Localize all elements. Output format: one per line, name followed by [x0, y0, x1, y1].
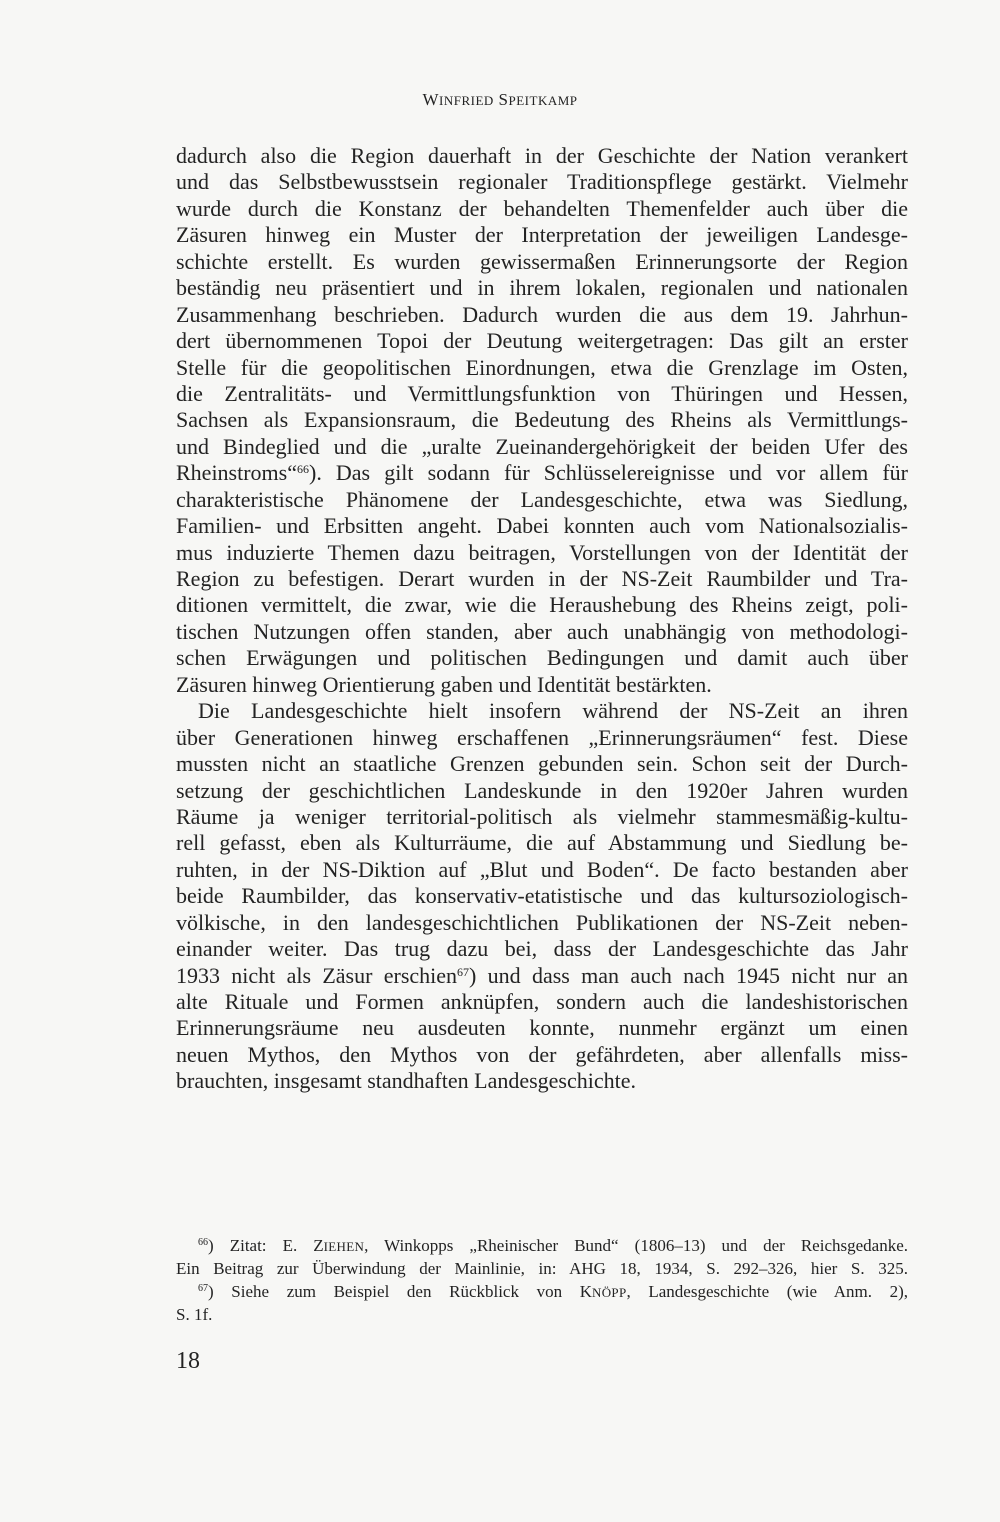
text-line: dadurch also die Region dauerhaft in der Geschichte der Nation verankert: [176, 143, 908, 168]
footnote-mark-67: 67: [198, 1283, 208, 1294]
text-line: beide Raumbilder, das konservativ-etatistische und das kultursoziologisch-: [176, 883, 908, 909]
text-line: mus induzierte Themen dazu beitragen, Vorstellungen von der Identität der: [176, 539, 908, 565]
footnote-66: [176, 1234, 908, 1257]
text-line: Sachsen als Expansionsraum, die Bedeutung des Rheins als Vermittlungs-: [176, 407, 908, 433]
footnote-text: , Landesgeschichte (wie Anm. 2),: [626, 1282, 908, 1301]
text-line: schen Erwägungen und politischen Bedingungen und damit auch über: [176, 645, 908, 671]
text-line: brauchten, insgesamt standhaften Landesgeschichte.: [176, 1068, 637, 1094]
text-line: [176, 460, 908, 486]
text-line: Zäsuren hinweg Orientierung gaben und Identität bestärkten.: [176, 671, 712, 697]
footnote-66-line2: Ein Beitrag zur Überwindung der Mainlinie, in: AHG 18, 1934, S. 292–326, hier S. 325.: [176, 1259, 908, 1278]
text-line: über Generationen hinweg erschaffenen „Erinnerungsräumen“ fest. Diese: [176, 724, 908, 750]
text-line: Familien- und Erbsitten angeht. Dabei konnten auch vom Nationalsozialis-: [176, 513, 908, 539]
footnote-ref-67[interactable]: 67: [457, 964, 470, 979]
author-last-initial: S: [498, 90, 509, 109]
author-name-rest: NÖPP: [592, 1285, 627, 1300]
footnote-text: ) Zitat: E.: [208, 1236, 314, 1255]
text-line: Zäsuren hinweg ein Muster der Interpretation der jeweiligen Landesge-: [176, 222, 908, 248]
text-line: Zusammenhang beschrieben. Dadurch wurden die aus dem 19. Jahrhun-: [176, 301, 908, 327]
text-line: alte Rituale und Formen anknüpfen, sondern auch die landeshistorischen: [176, 989, 908, 1014]
text-line: wurde durch die Konstanz der behandelten Themenfelder auch über die: [176, 195, 908, 221]
text-line: Region zu befestigen. Derart wurden in der NS-Zeit Raumbilder und Tra-: [176, 566, 908, 591]
text-line: rell gefasst, eben als Kulturräume, die auf Abstammung und Siedlung be-: [176, 830, 908, 856]
text-line: dert übernommenen Topoi der Deutung weitergetragen: Das gilt an erster: [176, 328, 908, 354]
footnote-ref-66[interactable]: 66: [297, 462, 309, 477]
text-line: Räume ja weniger territorial-politisch als vielmehr stammesmäßig-kultu-: [176, 803, 908, 829]
running-head: [0, 90, 1000, 110]
author-first-rest: INFRIED: [439, 93, 494, 108]
text-line: und das Selbstbewusstsein regionaler Traditionspflege gestärkt. Vielmehr: [176, 169, 908, 195]
text-segment: ). Das gilt sodann für Schlüsselereignisse und vor allem für: [309, 460, 908, 486]
text-line: mussten nicht an staatliche Grenzen gebunden sein. Schon seit der Durch-: [176, 751, 908, 777]
text-segment: ) und dass man auch nach 1945 nicht nur an: [469, 962, 908, 988]
text-line: charakteristische Phänomene der Landesgeschichte, etwa was Siedlung,: [176, 486, 908, 512]
text-line: Erinnerungsräume neu ausdeuten konnte, nunmehr ergänzt um einen: [176, 1015, 908, 1041]
text-line: völkische, in den landesgeschichtlichen Publikationen der NS-Zeit neben-: [176, 909, 908, 935]
footnotes: [176, 1234, 908, 1326]
footnote-text: , Winkopps „Rheinischer Bund“ (1806–13) und der Reichsgedanke.: [364, 1236, 908, 1255]
text-line: Die Landesgeschichte hielt insofern während der NS-Zeit an ihren: [198, 698, 908, 724]
text-line: ditionen vermittelt, die zwar, wie die Heraushebung des Rheins zeigt, poli-: [176, 592, 908, 618]
text-line: [176, 963, 908, 989]
author-name-initial: Z: [313, 1236, 324, 1255]
footnote-67-line2: S. 1f.: [176, 1305, 213, 1324]
page-number: 18: [176, 1348, 200, 1374]
text-line: ruhten, in der NS-Diktion auf „Blut und Boden“. De facto bestanden aber: [176, 856, 908, 882]
author-last-rest: PEITKAMP: [508, 93, 578, 108]
footnote-mark-66: 66: [198, 1237, 208, 1248]
footnote-67: [176, 1280, 908, 1303]
footnote-text: ) Siehe zum Beispiel den Rückblick von: [208, 1282, 580, 1301]
author-name-rest: IEHEN: [323, 1239, 365, 1254]
text-line: die Zentralitäts- und Vermittlungsfunktion von Thüringen und Hessen,: [176, 380, 908, 406]
author-name-initial: K: [579, 1282, 593, 1301]
text-segment: 1933 nicht als Zäsur erschien: [176, 962, 458, 988]
text-line: neuen Mythos, den Mythos von der gefährdeten, aber allenfalls miss-: [176, 1041, 908, 1067]
text-line: schichte erstellt. Es wurden gewissermaßen Erinnerungsorte der Region: [176, 248, 908, 274]
text-line: setzung der geschichtlichen Landeskunde in den 1920er Jahren wurden: [176, 777, 908, 803]
text-line: einander weiter. Das trug dazu bei, dass der Landesgeschichte das Jahr: [176, 936, 908, 962]
text-line: und Bindeglied und die „uralte Zueinandergehörigkeit der beiden Ufer des: [176, 433, 908, 459]
text-line: Stelle für die geopolitischen Einordnungen, etwa die Grenzlage im Osten,: [176, 354, 908, 380]
text-line: tischen Nutzungen offen standen, aber auch unabhängig von methodologi-: [176, 618, 908, 644]
text-line: beständig neu präsentiert und in ihrem lokalen, regionalen und nationalen: [176, 275, 908, 301]
text-segment: Rheinstroms“: [176, 460, 297, 486]
author-first-initial: W: [422, 90, 440, 109]
body-text: [176, 143, 908, 1095]
